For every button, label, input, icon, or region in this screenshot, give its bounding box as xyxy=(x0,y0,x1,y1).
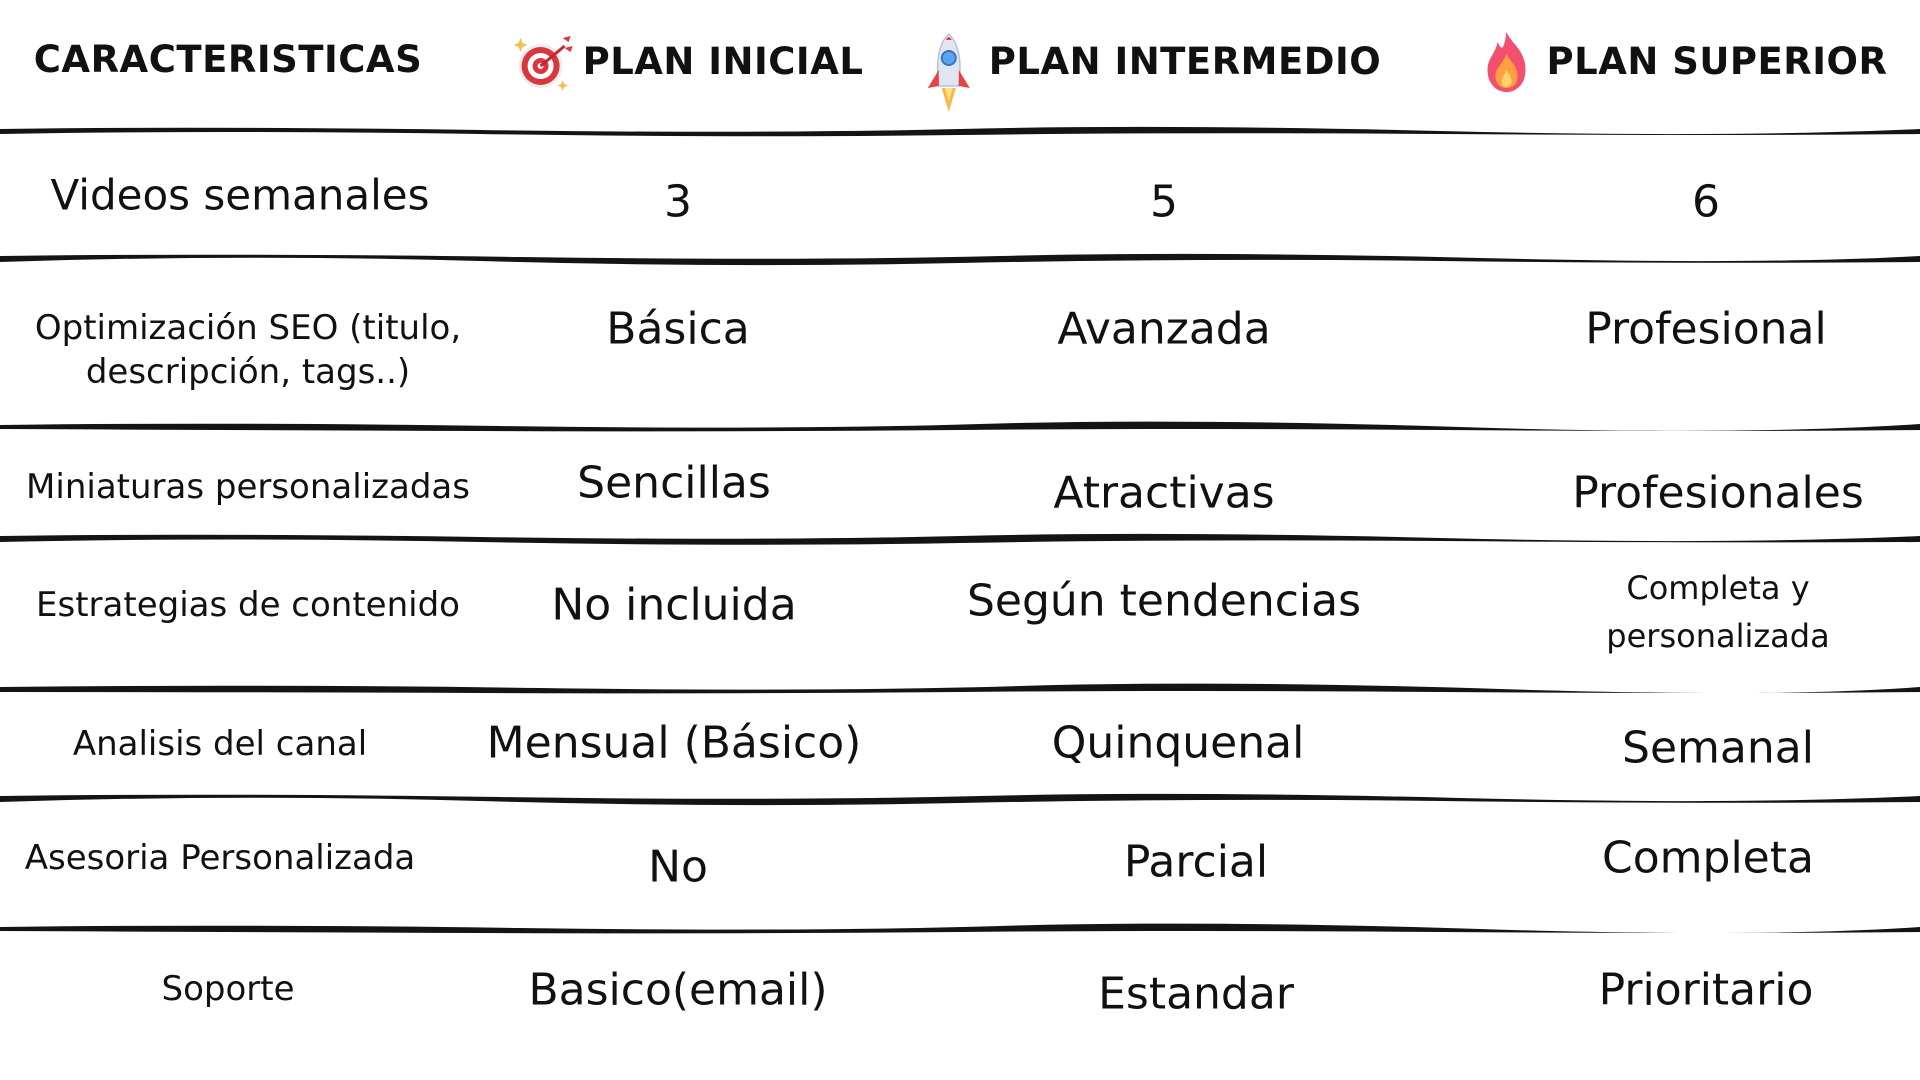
flame-icon xyxy=(1477,30,1537,94)
value-superior-asesoria: Completa xyxy=(1602,832,1814,884)
plan-intermedio-label: PLAN INTERMEDIO xyxy=(988,39,1382,83)
value-inicial-estrategias: No incluida xyxy=(551,579,797,631)
value-superior-estrategias-line-1: Completa y xyxy=(1626,569,1810,607)
row-divider xyxy=(0,250,1920,266)
feature-soporte: Soporte xyxy=(161,968,295,1009)
value-inicial-soporte: Basico(email) xyxy=(528,964,828,1016)
value-superior-soporte: Prioritario xyxy=(1598,964,1814,1016)
row-divider xyxy=(0,122,1920,138)
value-intermedio-soporte: Estandar xyxy=(1098,968,1294,1020)
row-divider xyxy=(0,418,1920,434)
value-inicial-miniaturas: Sencillas xyxy=(577,457,771,509)
value-intermedio-seo: Avanzada xyxy=(1057,303,1271,355)
feature-estrategias: Estrategias de contenido xyxy=(36,584,460,625)
value-intermedio-videos: 5 xyxy=(1150,176,1178,228)
value-intermedio-asesoria: Parcial xyxy=(1123,836,1269,888)
row-divider xyxy=(0,790,1920,806)
header-plan-superior xyxy=(1477,30,1888,94)
header-plan-intermedio xyxy=(919,30,1381,94)
plan-superior-label: PLAN SUPERIOR xyxy=(1546,39,1888,83)
row-divider xyxy=(0,530,1920,546)
value-inicial-videos: 3 xyxy=(664,176,692,228)
value-superior-analisis: Semanal xyxy=(1622,722,1814,774)
value-superior-estrategias-line-2: personalizada xyxy=(1606,617,1830,655)
header-plan-inicial xyxy=(513,30,864,94)
row-divider xyxy=(0,680,1920,696)
header-features-label: CARACTERISTICAS xyxy=(33,37,423,81)
feature-optimizacion-seo xyxy=(35,306,461,394)
value-intermedio-analisis: Quinquenal xyxy=(1051,717,1305,769)
value-inicial-analisis: Mensual (Básico) xyxy=(486,717,862,769)
value-inicial-asesoria: No xyxy=(648,841,708,893)
feature-videos-semanales: Videos semanales xyxy=(50,170,430,220)
value-intermedio-estrategias: Según tendencias xyxy=(966,575,1362,627)
feature-analisis: Analisis del canal xyxy=(72,723,368,764)
target-icon xyxy=(513,30,573,94)
value-intermedio-miniaturas: Atractivas xyxy=(1053,467,1275,519)
rocket-icon xyxy=(919,30,979,94)
feature-optimizacion-seo-line-2: descripción, tags..) xyxy=(85,352,411,392)
value-superior-miniaturas: Profesionales xyxy=(1572,467,1864,519)
value-superior-seo: Profesional xyxy=(1585,303,1827,355)
feature-miniaturas: Miniaturas personalizadas xyxy=(26,466,470,507)
value-superior-videos: 6 xyxy=(1692,176,1720,228)
value-inicial-seo: Básica xyxy=(606,303,750,355)
value-superior-estrategias xyxy=(1568,564,1868,660)
row-divider xyxy=(0,920,1920,936)
plan-inicial-label: PLAN INICIAL xyxy=(582,39,864,83)
feature-optimizacion-seo-line-1: Optimización SEO (titulo, xyxy=(34,307,462,348)
feature-asesoria: Asesoria Personalizada xyxy=(24,837,416,878)
